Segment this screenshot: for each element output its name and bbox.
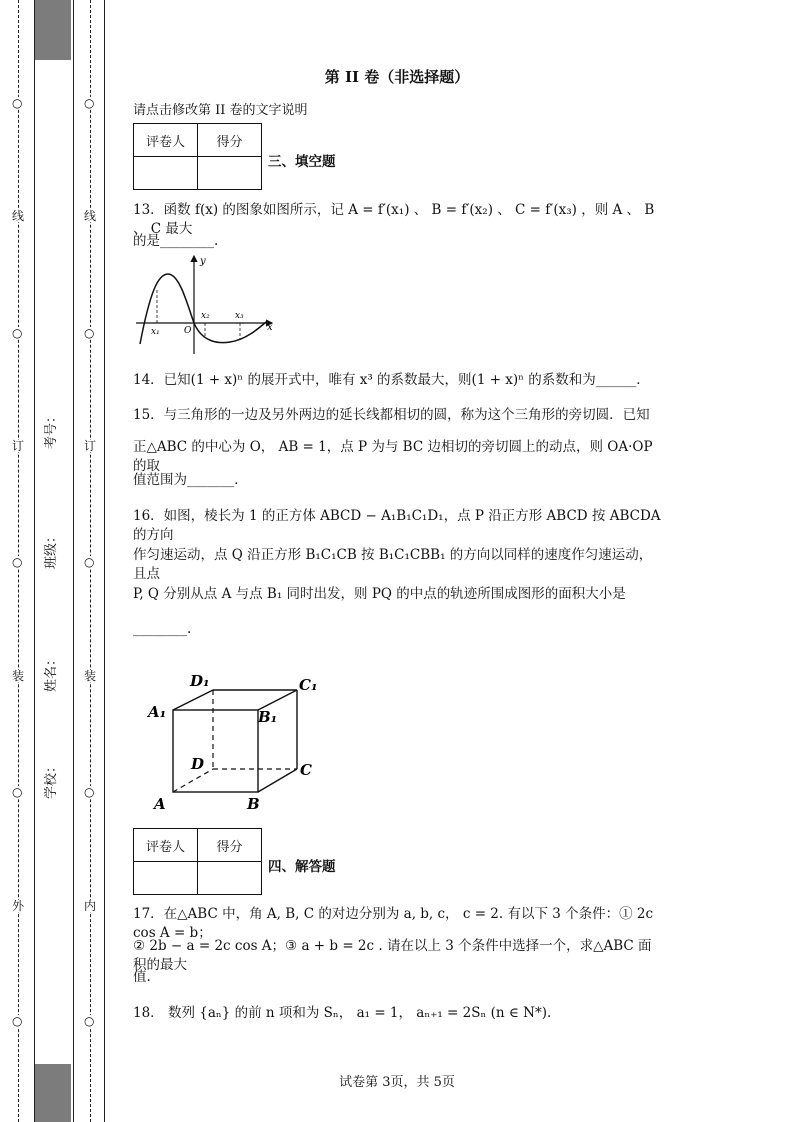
class-label: 班级： bbox=[44, 529, 60, 570]
question-16-line3: P, Q 分别从点 A 与点 B₁ 同时出发，则 PQ 的中点的轨迹所围成图形的面积大小是 bbox=[133, 586, 626, 602]
question-15-line2: 正△ABC 的中心为 O， AB = 1，点 P 为与 BC 边相切的旁切圆上的动点，则 OA·OP 的取 bbox=[133, 439, 653, 474]
question-15-line1: 15．与三角形的一边及另外两边的延长线都相切的圆，称为这个三角形的旁切圆．已知 bbox=[133, 407, 650, 423]
outer-marker-xian: 线 bbox=[12, 209, 25, 223]
inner-marker-circle: ○ bbox=[84, 785, 95, 799]
grader-cell[interactable] bbox=[134, 862, 198, 895]
section-title: 第 II 卷（非选择题） bbox=[324, 68, 470, 86]
grader-header: 评卷人 bbox=[134, 124, 198, 157]
question-17-line2: ② 2b − a = 2c cos A；③ a + b = 2c . 请在以上 3 个条件中选择一个，求△ABC 面积的最大 bbox=[133, 938, 652, 973]
section-heading-fill-blank: 三、填空题 bbox=[268, 154, 336, 170]
inner-marker-nei: 内 bbox=[84, 899, 97, 913]
section-note[interactable]: 请点击修改第 II 卷的文字说明 bbox=[133, 103, 308, 118]
x1-label: x₁ bbox=[151, 327, 160, 337]
edge-b1-c1 bbox=[258, 690, 297, 710]
label-c: C bbox=[300, 761, 312, 779]
exam-number-label: 考号： bbox=[44, 409, 60, 450]
edge-a1-d1 bbox=[173, 690, 213, 710]
binding-top-block bbox=[35, 0, 71, 60]
question-16-line1: 16．如图，棱长为 1 的正方体 ABCD − A₁B₁C₁D₁，点 P 沿正方形 ABCD 按 ABCDA 的方向 bbox=[133, 508, 661, 543]
label-b: B bbox=[247, 795, 260, 813]
score-cell[interactable] bbox=[198, 157, 262, 190]
score-table-3 bbox=[133, 123, 262, 190]
inner-marker-xian: 线 bbox=[84, 209, 97, 223]
label-d1: D₁ bbox=[190, 672, 210, 690]
score-table-4 bbox=[133, 828, 262, 895]
origin-label: O bbox=[184, 326, 192, 336]
x3-label: x₃ bbox=[235, 311, 244, 321]
question-16-line2: 作匀速运动，点 Q 沿正方形 B₁C₁CB 按 B₁C₁CBB₁ 的方向以同样的速度作匀速运动，且点 bbox=[133, 547, 653, 582]
function-graph bbox=[130, 252, 280, 358]
label-a: A bbox=[154, 795, 166, 813]
inner-marker-zhuang: 装 bbox=[84, 669, 97, 683]
question-17-line3: 值. bbox=[133, 969, 151, 985]
label-c1: C₁ bbox=[299, 676, 318, 694]
score-cell[interactable] bbox=[198, 862, 262, 895]
outer-marker-ding: 订 bbox=[12, 439, 25, 453]
right-border-line bbox=[104, 0, 105, 1122]
outer-marker-circle: ○ bbox=[12, 326, 23, 340]
front-face bbox=[173, 710, 258, 792]
page-footer: 试卷第 3页，共 5页 bbox=[339, 1075, 455, 1090]
question-13-line1: 13．函数 f(x) 的图象如图所示，记 A = f′(x₁) 、 B = f′(x₂) 、 C = f′(x₃) ，则 A 、 B 、 C 最大 bbox=[133, 202, 655, 237]
inner-marker-ding: 订 bbox=[84, 439, 97, 453]
school-label: 学校： bbox=[44, 759, 60, 800]
x2-label: x₂ bbox=[201, 311, 210, 321]
question-13-line2: 的是________. bbox=[133, 233, 219, 249]
inner-marker-circle: ○ bbox=[84, 555, 95, 569]
grader-header: 评卷人 bbox=[134, 829, 198, 862]
outer-marker-circle: ○ bbox=[12, 785, 23, 799]
question-16-line4: ________. bbox=[133, 621, 192, 637]
x-label: x bbox=[267, 322, 273, 333]
label-b1: B₁ bbox=[258, 708, 278, 726]
outer-marker-wai: 外 bbox=[12, 899, 25, 913]
score-header: 得分 bbox=[198, 124, 262, 157]
label-d: D bbox=[191, 755, 205, 773]
label-a1: A₁ bbox=[148, 703, 167, 721]
outer-marker-zhuang: 装 bbox=[12, 669, 25, 683]
edge-b-c bbox=[258, 769, 297, 792]
outer-marker-circle: ○ bbox=[12, 555, 23, 569]
outer-marker-circle: ○ bbox=[12, 96, 23, 110]
question-17-line1: 17．在△ABC 中，角 A, B, C 的对边分别为 a, b, c， c = 2. 有以下 3 个条件：① 2c cos A = b； bbox=[133, 906, 654, 941]
name-label: 姓名： bbox=[44, 652, 60, 693]
grader-cell[interactable] bbox=[134, 157, 198, 190]
outer-marker-circle: ○ bbox=[12, 1014, 23, 1028]
question-14: 14．已知(1 + x)ⁿ 的展开式中，唯有 x³ 的系数最大，则(1 + x)ⁿ 的系数和为______． bbox=[133, 372, 650, 388]
section-heading-answer: 四、解答题 bbox=[268, 859, 336, 875]
inner-marker-circle: ○ bbox=[84, 326, 95, 340]
score-header: 得分 bbox=[198, 829, 262, 862]
question-18: 18． 数列 {aₙ} 的前 n 项和为 Sₙ， a₁ = 1， aₙ₊₁ = 2Sₙ (n ∈ N*). bbox=[133, 1005, 552, 1021]
question-15-line3: 值范围为_______． bbox=[133, 472, 248, 488]
cube-figure bbox=[140, 665, 330, 815]
y-label: y bbox=[200, 256, 206, 267]
inner-marker-circle: ○ bbox=[84, 96, 95, 110]
inner-marker-circle: ○ bbox=[84, 1014, 95, 1028]
